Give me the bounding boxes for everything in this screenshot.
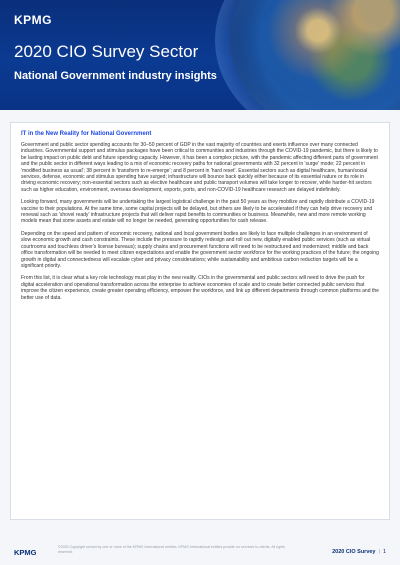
- paragraph: Depending on the speed and pattern of economic recovery, national and local government bodies are likely to face multiple challenges in an environment of slow economic growth and cash constraints. These include the pressure to rapidly redesign and roll out new, digitally enabled public services (such as virtual courtrooms and touchless driver's license bureaus); supply chains and procurement functions will need to be restructured and modernized; middle and back office transformation will be needed to meet citizen expectations and enable the government sector workforce for the working practices of the future; the ongoing growth in digital and connectedness will escalate cyber and privacy considerations; while sustainability and ambitious carbon reduction targets will be a significant priority.: [21, 230, 379, 269]
- footer-page-info: [332, 549, 386, 555]
- kpmg-logo: KPMG: [14, 13, 52, 27]
- page-title: 2020 CIO Survey Sector: [14, 42, 199, 61]
- footer-copyright: ©2020 Copyright owned by one or more of the KPMG International entities. KPMG International entities provide no services to clients. All rights reserved.: [58, 545, 285, 554]
- footer-separator: |: [378, 549, 380, 555]
- content-box: [10, 122, 390, 520]
- paragraph: Government and public sector spending accounts for 30–50 percent of GDP in the vast majority of countries and exerts influence over many connected industries. Governmental support and stimulus packages have been critical to communities and industries through the COVID-19 pandemic, but there is likely to be lasting impact on public debt and future spending capacity. However, it has been a complex picture, with the pandemic affecting different parts of government and the public sector in different ways leading to a mix of economic recovery paths for national governments with 32 percent in 'surge' mode; 22 percent in 'modified business as usual'; 38 percent in 'transform to re-emerge'; and 8 percent in 'hard reset'. Essential sectors such as digital healthcare, human/social services, defense, economic and stimulus spending have surged; infrastructure will bounce back quickly either because of its essential nature or its role in driving economic recovery; non-essential sectors such as elective healthcare and public transport volumes will take longer to recover, while harder-hit sectors such as higher education, environment, overseas development, exports, ports, and non-COVID-19 healthcare research are delayed indefinitely.: [21, 142, 378, 193]
- section-heading: IT in the New Reality for National Government: [21, 131, 152, 137]
- footer-doc-label: 2020 CIO Survey: [332, 549, 376, 555]
- header-banner: [0, 0, 400, 110]
- earth-glow: [215, 0, 400, 110]
- footer-logo: KPMG: [14, 548, 37, 557]
- paragraph: Looking forward, many governments will be undertaking the largest logistical challenge in the past 50 years as they mobilize and rapidly distribute a COVID-19 vaccine to their populations. At the same time, some capital projects will be delayed, but others are likely to be accelerated if they can help drive recovery and renewal such as 'shovel ready' infrastructure projects that will deliver rapid benefits to communities or business. Meanwhile, new and more remote working models mean that some assets and estate will no longer be needed, generating opportunities for cash release.: [21, 199, 375, 225]
- page-subtitle: National Government industry insights: [14, 70, 217, 82]
- page-number: 1: [382, 549, 386, 555]
- paragraph: From this list, it is clear what a key role technology must play in the new reality. CIOs in the governmental and public sectors will need to drive the push for digital acceleration and operational transformation across the enterprise to achieve economies of scale and to create better connected public services that improve the citizen experience, create greater operating efficiency, empower the workforce, and link up different departments through common platforms and the better use of data.: [21, 275, 379, 301]
